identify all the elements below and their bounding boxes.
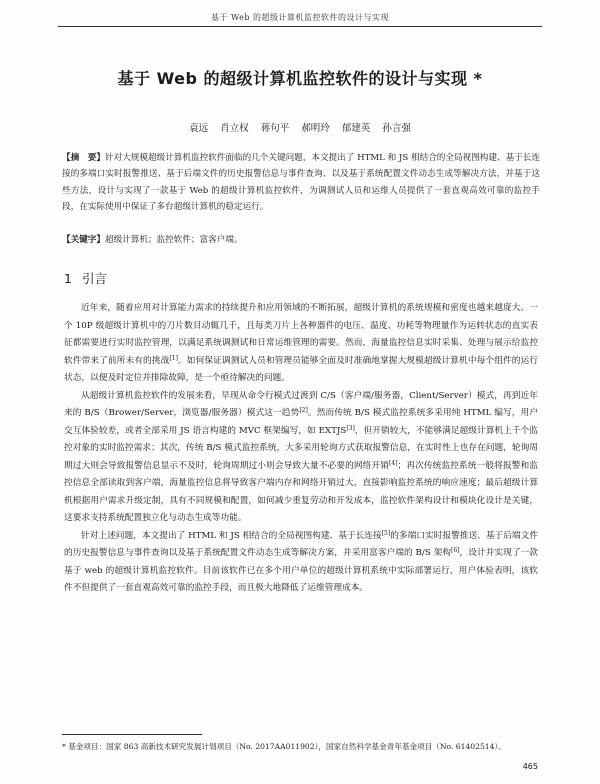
section-number: 1: [64, 271, 72, 286]
author-name: 孙言强: [382, 123, 411, 134]
citation: [2]: [299, 407, 308, 414]
abstract: [62, 150, 540, 215]
footnote: * 基金项目：国家 863 高新技术研究发展计划项目（No. 2017AA011902），国家自然科学基金青年基金项目（No. 61402514）。: [62, 742, 506, 751]
paragraph-text: 近年来，随着应用对计算能力需求的持续提升和应用领域的不断拓展，超级计算机的系统规模和密度也越来越庞大。一个 10P 级超级计算机中的刀片数目动辄几千，且每类刀片上各种器件的电压、温度、功耗等物理量作为运转状态的直实表征都需要进行实时监控管理，以满足系统调测试和日常运维管理的需要。然而，海量监控信息实时采集、处理与展示给监控软件带来了前所未有的挑战: [64, 303, 538, 366]
keywords-label: 【关键字】: [62, 235, 105, 245]
paragraph-text: 的多端口实时报警推送、基于后端文件的历史报警信息与事件查询以及基于系统配置文件动态生成等解决方案，并采用富客户端的 B/S 架构: [64, 530, 539, 558]
author-list: [0, 120, 600, 134]
citation: [6]: [451, 547, 460, 554]
running-header: 基于 Web 的超级计算机监控软件的设计与实现: [210, 13, 389, 22]
header-rule: [58, 26, 542, 27]
paragraph: [64, 388, 538, 528]
paragraph-text: ，但开销较大，不能够满足超级计算机上千个监控对象的实时监控需求；其次，传统 B/S 模式监控系统，大多采用轮询方式获取报警信息，在实时性上也存在问题，轮询周期过大则会导致报警信息显示不及时，轮询周期过小则会导致大量不必要的网络开销: [64, 425, 538, 471]
paper-title: 基于 Web 的超级计算机监控软件的设计与实现 *: [117, 69, 483, 88]
paragraph-text: 。如何保证调测试人员和管理员能够全面及时准确地掌握大规模超级计算机中每个组件的运行状态，以便及时定位并排除故障，是一个亟待解决的问题。: [64, 355, 539, 383]
author-name: 郝明玲: [301, 123, 330, 134]
paragraph: [64, 528, 538, 598]
page-number: 465: [522, 762, 538, 771]
citation: [3]: [346, 424, 355, 432]
paragraph-text: ；再次传统监控系统一般将报警和监控信息全部读取到客户端，海量监控信息将导致客户端内存和网络开销过大，直接影响监控系统的响应速度；最后超级计算机根据用户需求升级定制，具有不同规模和配置，如何减少重复劳动和开发成本，监控软件架构设计和模块化设计是关键，这要求支持系统配置独立化与动态生成等功能。: [64, 460, 539, 523]
section-title: 引言: [81, 271, 107, 286]
paragraph: [64, 300, 538, 388]
author-name: 蒋句平: [260, 123, 290, 134]
paragraph-text: 从超级计算机监控软件的发展来看，早现从命令行模式过渡到 C/S（客户端/服务器，Client/Server）模式，再到近年来的 B/S（Brower/Server，浏览器/服务器）模式这一趋势: [64, 390, 538, 418]
citation: [5]: [381, 529, 391, 537]
author-name: 郁建英: [341, 123, 371, 134]
paragraph-text: ，设计并实现了一款基于 web 的超级计算机监控软件。目前该软件已在多个用户单位的超级计算机系统中实际部署运行，用户体验表明，该软件不但提供了一套直观高效可靠的监控手段，而且极大地降低了运维管理成本。: [64, 548, 538, 593]
keywords: [62, 232, 540, 248]
paragraph-text: 针对上述问题，本文提出了 HTML 和 JS 相结合的全局视图构建、基于长连接: [81, 530, 382, 541]
body-text: [64, 300, 538, 598]
keywords-text: 超级计算机；监控软件；富客户端。: [104, 235, 243, 245]
abstract-label: 【摘 要】: [62, 153, 105, 163]
citation: [4]: [389, 459, 398, 467]
abstract-text: 针对大规模超级计算机监控软件面临的几个关键问题，本文提出了 HTML 和 JS 相结合的全局视图构建、基于长连接的多端口实时报警推送、基于后端文件的历史报警信息与事件查询、以及基于系统配置文件动态生成等解决方法，并基于这些方法，设计与实现了一款基于 Web 的超级计算机监控软件，为调测试人员和运维人员提供了一套直观高效可靠的监控手段，在实际使用中保证了多台超级计算机的稳定运行。: [62, 153, 540, 212]
footnote-rule: [62, 734, 202, 735]
author-name: 肖立权: [220, 123, 249, 134]
citation: [1]: [169, 354, 178, 362]
author-name: 袁远: [189, 123, 209, 134]
section-heading: [64, 269, 107, 287]
paragraph-text: 。然而传统 B/S 模式监控系统多采用纯 HTML 编写，用户交互体验较差，或者全部采用 JS 语言构建的 MVC 框架编写，如 EXTJS: [64, 408, 538, 436]
